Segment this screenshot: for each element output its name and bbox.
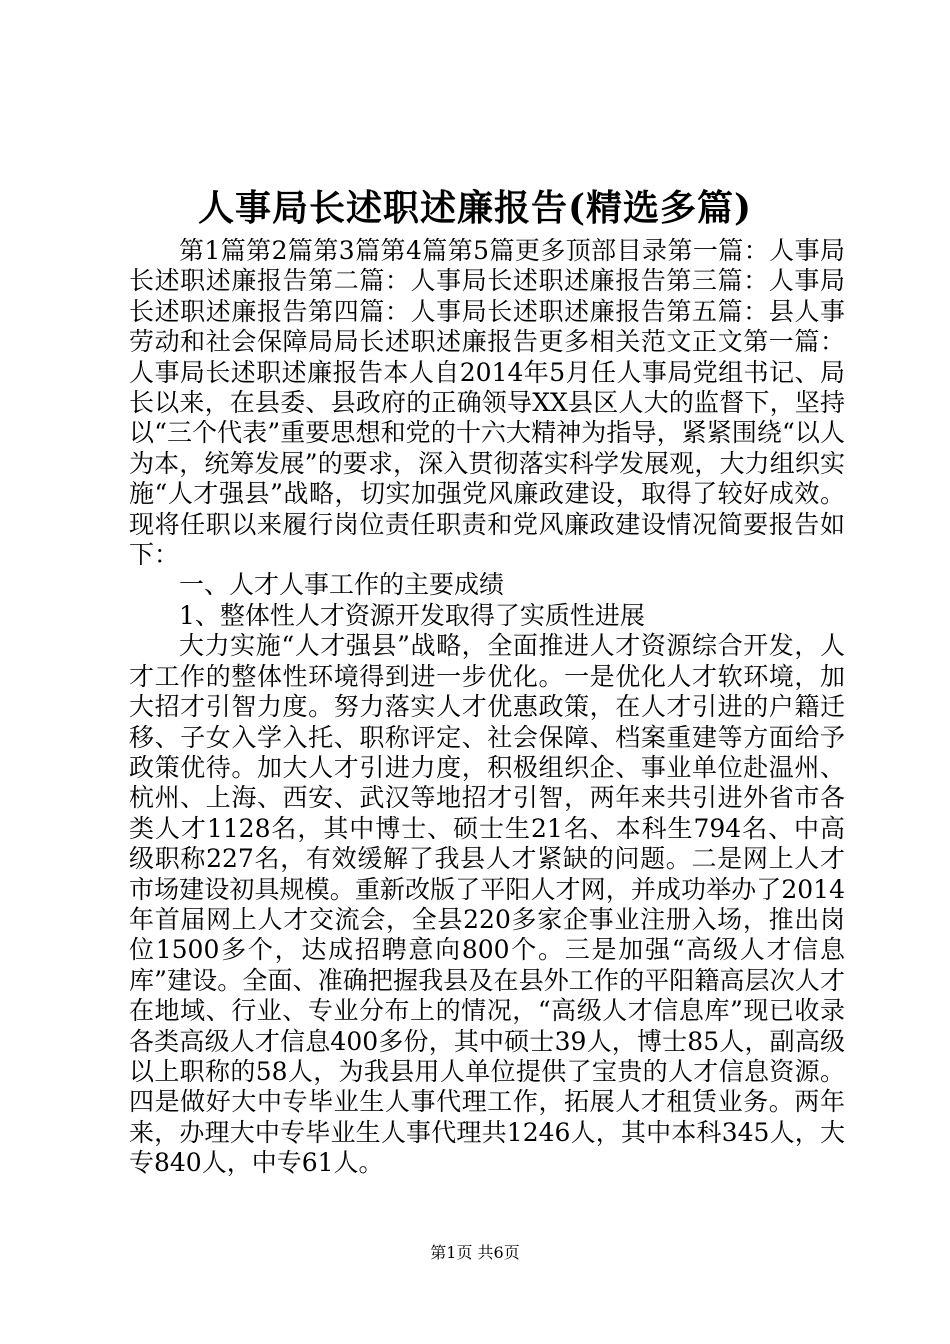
document-title: 人事局长述职述廉报告(精选多篇) [197,187,753,229]
paragraph-intro: 第1篇第2篇第3篇第4篇第5篇更多顶部目录第一篇：人事局长述职述廉报告第二篇：人事局长述职述廉报告第三篇：人事局长述职述廉报告第四篇：人事局长述职述廉报告第五篇：县人事劳动和社会保障局局长述职述廉报告更多相关范文正文第一篇：人事局长述职述廉报告本人自2014年5月任人事局党组书记、局长以来，在县委、县政府的正确领导XX县区人大的监督下，坚持以“三个代表”重要思想和党的十六大精神为指导，紧紧围绕“以人为本，统筹发展”的要求，深入贯彻落实科学发展观，大力组织实施“人才强县”战略，切实加强党风廉政建设，取得了较好成效。现将任职以来履行岗位责任职责和党风廉政建设情况简要报告如下： [129,236,845,570]
document-body [129,236,845,1179]
paragraph-talent: 大力实施“人才强县”战略，全面推进人才资源综合开发，人才工作的整体性环境得到进一步优化。一是优化人才软环境，加大招才引智力度。努力落实人才优惠政策，在人才引进的户籍迁移、子女入学入托、职称评定、社会保障、档案重建等方面给予政策优待。加大人才引进力度，积极组织企、事业单位赴温州、杭州、上海、西安、武汉等地招才引智，两年来共引进外省市各类人才1128名，其中博士、硕士生21名、本科生794名、中高级职称227名，有效缓解了我县人才紧缺的问题。二是网上人才市场建设初具规模。重新改版了平阳人才网，并成功举办了2014年首届网上人才交流会，全县220多家企事业注册入场，推出岗位1500多个，达成招聘意向800个。三是加强“高级人才信息库”建设。全面、准确把握我县及在县外工作的平阳籍高层次人才在地域、行业、专业分布上的情况，“高级人才信息库”现已收录各类高级人才信息400多份，其中硕士39人，博士85人，副高级以上职称的58人，为我县用人单位提供了宝贵的人才信息资源。四是做好大中专毕业生人事代理工作，拓展人才租赁业务。两年来，办理大中专毕业生人事代理共1246人，其中本科345人，大专840人，中专61人。 [129,631,845,1178]
page-footer: 第1页 共6页 [430,1243,520,1262]
section-heading: 一、人才人事工作的主要成绩 [179,570,505,600]
subsection-heading: 1、整体性人才资源开发取得了实质性进展 [179,600,645,630]
